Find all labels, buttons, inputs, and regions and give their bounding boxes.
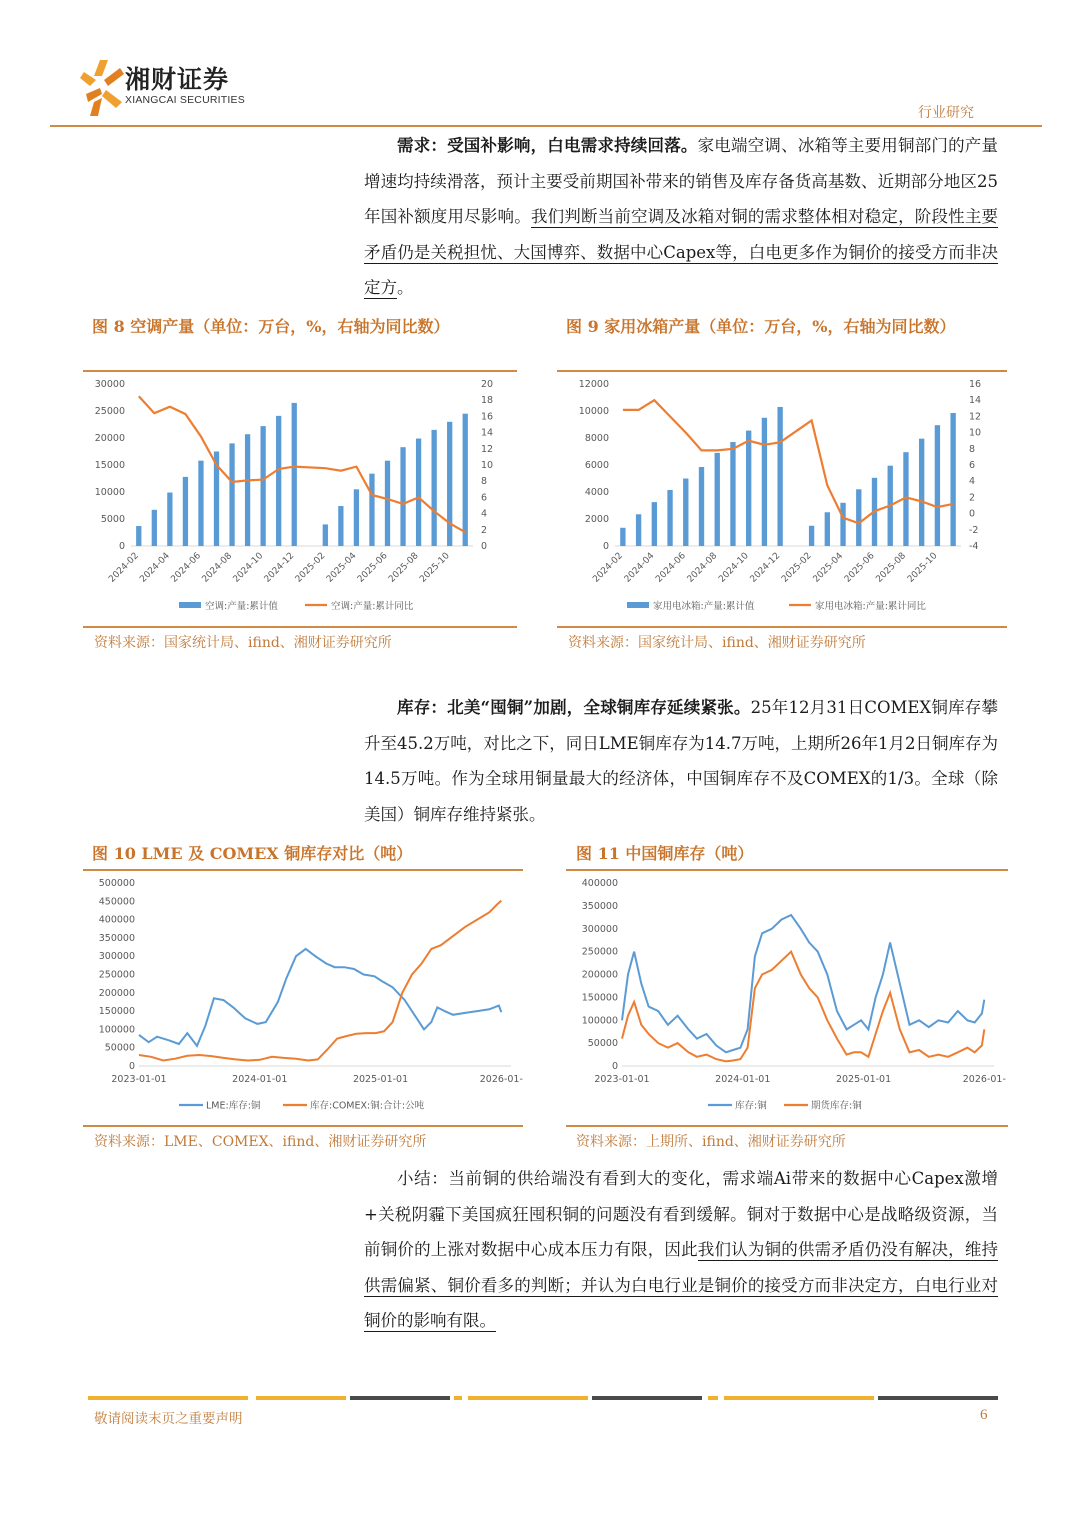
- y-tick-label: 150000: [98, 1006, 135, 1018]
- demand-underlined: 我们判断当前空调及冰箱对铜的需求整体相对稳定，阶段性主要矛盾仍是关税担忧、大国博弈、数据中心Capex等，白电更多作为铜价的接受方而非决定方: [364, 207, 999, 297]
- right-tick-label: 16: [969, 379, 982, 390]
- legend-label: 库存:COMEX:铜:合计:公吨: [310, 1100, 425, 1112]
- bar: [463, 414, 468, 546]
- left-tick-label: 8000: [584, 433, 609, 444]
- x-tick-label: 2025-01-01: [352, 1074, 409, 1085]
- left-tick-label: 10000: [94, 487, 125, 498]
- legend-bar-swatch: [179, 602, 201, 608]
- y-tick-label: 150000: [581, 992, 618, 1004]
- header-rule: [50, 125, 1042, 127]
- section-tag: 行业研究: [918, 105, 974, 121]
- bar: [699, 467, 704, 546]
- bar: [431, 430, 436, 546]
- page-number: 6: [980, 1407, 988, 1423]
- bar: [260, 426, 265, 546]
- fig11-top-rule: [566, 869, 1008, 871]
- x-tick-label: 2025-06: [355, 551, 390, 585]
- right-tick-label: 12: [969, 411, 982, 423]
- y-tick-label: 450000: [98, 896, 135, 908]
- x-tick-label: 2024-02: [591, 551, 625, 585]
- bar: [825, 512, 830, 546]
- right-tick-label: 16: [481, 411, 494, 423]
- x-tick-label: 2025-10: [905, 551, 940, 585]
- x-tick-label: 2024-01-01: [232, 1074, 288, 1085]
- x-tick-label: 2024-08: [200, 551, 235, 585]
- x-tick-label: 2025-04: [324, 551, 359, 585]
- fig10-bottom-rule: [83, 1125, 523, 1127]
- x-tick-label: 2024-02: [107, 551, 141, 585]
- right-tick-label: 2: [481, 524, 488, 536]
- x-tick-label: 2024-04: [138, 551, 172, 585]
- fig10-chart: [83, 872, 523, 1122]
- y-tick-label: 350000: [581, 900, 618, 912]
- fig11-chart: [566, 872, 1008, 1122]
- fig8-bottom-rule: [83, 626, 517, 628]
- y-tick-label: 250000: [98, 969, 135, 981]
- x-tick-label: 2023-01-01: [111, 1074, 167, 1085]
- x-tick-label: 2025-02: [293, 551, 328, 585]
- x-tick-label: 2024-10: [231, 551, 266, 585]
- inventory-text: 25年12月31日COMEX铜库存攀升至45.2万吨，对比之下，同日LME铜库存为14.7万吨，上期所26年1月2日铜库存为14.5万吨。作为全球用铜量最大的经济体，中国铜库存不及COMEX的1/3。全球（除美国）铜库存维持紧张。: [364, 698, 999, 824]
- bar: [950, 413, 955, 546]
- logo: [80, 58, 245, 118]
- left-tick-label: 2000: [584, 514, 609, 525]
- fig8-source: 资料来源：国家统计局、ifind、湘财证券研究所: [94, 635, 392, 651]
- right-tick-label: 8: [969, 443, 976, 455]
- bar: [856, 489, 861, 546]
- fig11-source: 资料来源：上期所、ifind、湘财证券研究所: [576, 1134, 846, 1150]
- x-tick-label: 2024-06: [654, 551, 688, 585]
- fig9-chart: [557, 374, 1007, 624]
- y-tick-label: 250000: [581, 946, 618, 958]
- legend-label: LME:库存:铜: [206, 1100, 261, 1112]
- right-tick-label: 18: [481, 395, 494, 407]
- y-tick-label: 500000: [98, 878, 135, 889]
- y-tick-label: 0: [128, 1061, 135, 1072]
- bar: [198, 461, 203, 546]
- bar: [354, 489, 359, 546]
- right-tick-label: 6: [969, 460, 976, 471]
- left-tick-label: 25000: [94, 406, 125, 417]
- right-tick-label: 14: [481, 427, 494, 439]
- right-tick-label: 12: [481, 443, 494, 455]
- left-tick-label: 30000: [94, 379, 125, 390]
- demand-bold: 需求：受国补影响，白电需求持续回落。: [397, 136, 698, 155]
- bar: [620, 528, 625, 546]
- left-tick-label: 6000: [584, 460, 609, 471]
- bar: [683, 479, 688, 547]
- bar: [652, 502, 657, 546]
- bar: [292, 403, 297, 546]
- logo-mark-icon: [80, 58, 126, 118]
- legend-line-label: 家用电冰箱:产量:累计同比: [815, 601, 926, 612]
- y-tick-label: 0: [611, 1061, 618, 1072]
- bar: [136, 526, 141, 546]
- inventory-bold: 库存：北美“囤铜”加剧，全球铜库存延续紧张。: [397, 698, 751, 717]
- left-tick-label: 12000: [578, 379, 609, 390]
- x-tick-label: 2025-08: [387, 551, 421, 585]
- y-tick-label: 200000: [98, 987, 135, 999]
- footer-stripe: [88, 1396, 998, 1401]
- fig9-source: 资料来源：国家统计局、ifind、湘财证券研究所: [568, 635, 866, 651]
- legend-label: 期货库存:铜: [811, 1100, 862, 1112]
- bar: [447, 422, 452, 546]
- bar: [400, 447, 405, 546]
- legend-bar-swatch: [627, 602, 649, 608]
- left-tick-label: 20000: [94, 433, 125, 444]
- bar: [369, 474, 374, 546]
- left-tick-label: 15000: [94, 460, 125, 471]
- paragraph-demand: [364, 128, 998, 306]
- bar: [416, 439, 421, 546]
- fig8-chart: [83, 374, 517, 624]
- right-tick-label: 10: [481, 460, 494, 471]
- right-tick-label: 4: [481, 508, 488, 520]
- bar: [276, 416, 281, 546]
- left-tick-label: 4000: [584, 487, 609, 498]
- bar: [385, 461, 390, 546]
- x-tick-label: 2024-01-01: [715, 1074, 771, 1085]
- demand-text: 家电端空调、冰箱等主要用铜部门的产量增速均持续滑落，预计主要受前期国补带来的销售及库存备货高基数、近期部分地区25年国补额度用尽影响。: [364, 136, 999, 226]
- y-tick-label: 300000: [581, 923, 618, 935]
- bar: [229, 443, 234, 546]
- legend-bar-label: 空调:产量:累计值: [205, 601, 278, 612]
- left-tick-label: 10000: [578, 406, 609, 417]
- logo-en: XIANGCAI SECURITIES: [125, 94, 245, 106]
- logo-cn: 湘财证券: [125, 65, 230, 94]
- y-tick-label: 400000: [98, 914, 135, 926]
- fig9-top-rule: [557, 370, 1007, 372]
- x-tick-label: 2026-01-: [479, 1074, 523, 1085]
- right-tick-label: 0: [969, 508, 976, 520]
- x-tick-label: 2024-10: [717, 551, 751, 585]
- x-tick-label: 2025-06: [842, 551, 877, 585]
- bar: [667, 490, 672, 546]
- bar: [919, 439, 924, 546]
- bar: [715, 453, 720, 546]
- x-tick-label: 2026-01-: [962, 1074, 1006, 1085]
- bar: [840, 503, 845, 546]
- summary-text: 小结：当前铜的供给端没有看到大的变化，需求端Ai带来的数据中心Capex激增+关税阴霾下美国疯狂囤积铜的问题没有看到缓解。铜对于数据中心是战略级资源，当前铜价的上涨对数据中心成本压力有限，因此: [364, 1169, 998, 1259]
- y-tick-label: 350000: [98, 932, 135, 944]
- x-tick-label: 2024-04: [622, 551, 657, 585]
- bar: [152, 510, 157, 546]
- y-tick-label: 400000: [581, 878, 618, 889]
- fig11-bottom-rule: [566, 1125, 1008, 1127]
- x-tick-label: 2025-08: [874, 551, 909, 585]
- right-tick-label: 0: [481, 541, 488, 552]
- x-tick-label: 2025-04: [811, 551, 846, 585]
- bar: [809, 526, 814, 546]
- footer-note: 敬请阅读末页之重要声明: [94, 1411, 243, 1427]
- bar: [777, 407, 782, 546]
- y-tick-label: 300000: [98, 951, 135, 963]
- fig10-source: 资料来源：LME、COMEX、ifind、湘财证券研究所: [94, 1134, 427, 1150]
- series-line: [139, 901, 501, 1061]
- bar: [762, 418, 767, 546]
- summary-underlined: 我们认为铜的供需矛盾仍没有解决，维持供需偏紧、铜价看多的判断；并认为白电行业是铜价的接受方而非决定方，白电行业对铜价的影响有限。: [364, 1240, 999, 1330]
- bar: [746, 431, 751, 546]
- fig10-title: 图 10 LME 及 COMEX 铜库存对比（吨）: [92, 844, 413, 863]
- right-tick-label: 2: [969, 492, 976, 504]
- fig9-title: 图 9 家用冰箱产量（单位：万台，%，右轴为同比数）: [566, 317, 956, 336]
- demand-tail: 。: [397, 278, 414, 297]
- bar: [636, 514, 641, 546]
- x-tick-label: 2025-02: [780, 551, 814, 585]
- legend-label: 库存:铜: [735, 1100, 767, 1112]
- paragraph-inventory: [364, 690, 998, 832]
- bar: [935, 425, 940, 546]
- fig8-title: 图 8 空调产量（单位：万台，%，右轴为同比数）: [92, 317, 450, 336]
- x-tick-label: 2024-06: [169, 551, 204, 585]
- fig9-bottom-rule: [557, 626, 1007, 628]
- y-tick-label: 100000: [581, 1015, 618, 1027]
- right-tick-label: 14: [969, 395, 982, 407]
- y-tick-label: 50000: [104, 1042, 135, 1054]
- right-tick-label: 8: [481, 476, 488, 488]
- x-tick-label: 2024-12: [748, 551, 783, 585]
- right-tick-label: 4: [969, 476, 976, 488]
- right-tick-label: 6: [481, 492, 488, 504]
- y-tick-label: 200000: [581, 969, 618, 981]
- series-line: [622, 915, 984, 1052]
- fig11-title: 图 11 中国铜库存（吨）: [576, 844, 754, 863]
- x-tick-label: 2024-08: [685, 551, 720, 585]
- paragraph-summary: [364, 1161, 998, 1339]
- right-tick-label: 10: [969, 427, 982, 439]
- bar: [183, 477, 188, 546]
- right-tick-label: 20: [481, 379, 494, 390]
- x-tick-label: 2025-01-01: [835, 1074, 892, 1085]
- legend-bar-label: 家用电冰箱:产量:累计值: [653, 601, 755, 612]
- bar: [245, 434, 250, 546]
- bar: [338, 506, 343, 546]
- left-tick-label: 5000: [100, 514, 125, 525]
- y-tick-label: 50000: [587, 1038, 618, 1050]
- x-tick-label: 2023-01-01: [594, 1074, 650, 1085]
- fig8-top-rule: [83, 370, 517, 372]
- right-tick-label: -4: [969, 541, 979, 552]
- bar: [730, 442, 735, 546]
- x-tick-label: 2024-12: [262, 551, 297, 585]
- fig10-top-rule: [83, 869, 523, 871]
- y-tick-label: 100000: [98, 1024, 135, 1036]
- series-line: [139, 949, 501, 1046]
- bar: [323, 524, 328, 546]
- series-line: [622, 952, 984, 1062]
- x-tick-label: 2025-10: [418, 551, 452, 585]
- left-tick-label: 0: [602, 541, 609, 552]
- left-tick-label: 0: [118, 541, 125, 552]
- legend-line-label: 空调:产量:累计同比: [331, 601, 414, 612]
- bar: [167, 493, 172, 546]
- right-tick-label: -2: [969, 524, 979, 536]
